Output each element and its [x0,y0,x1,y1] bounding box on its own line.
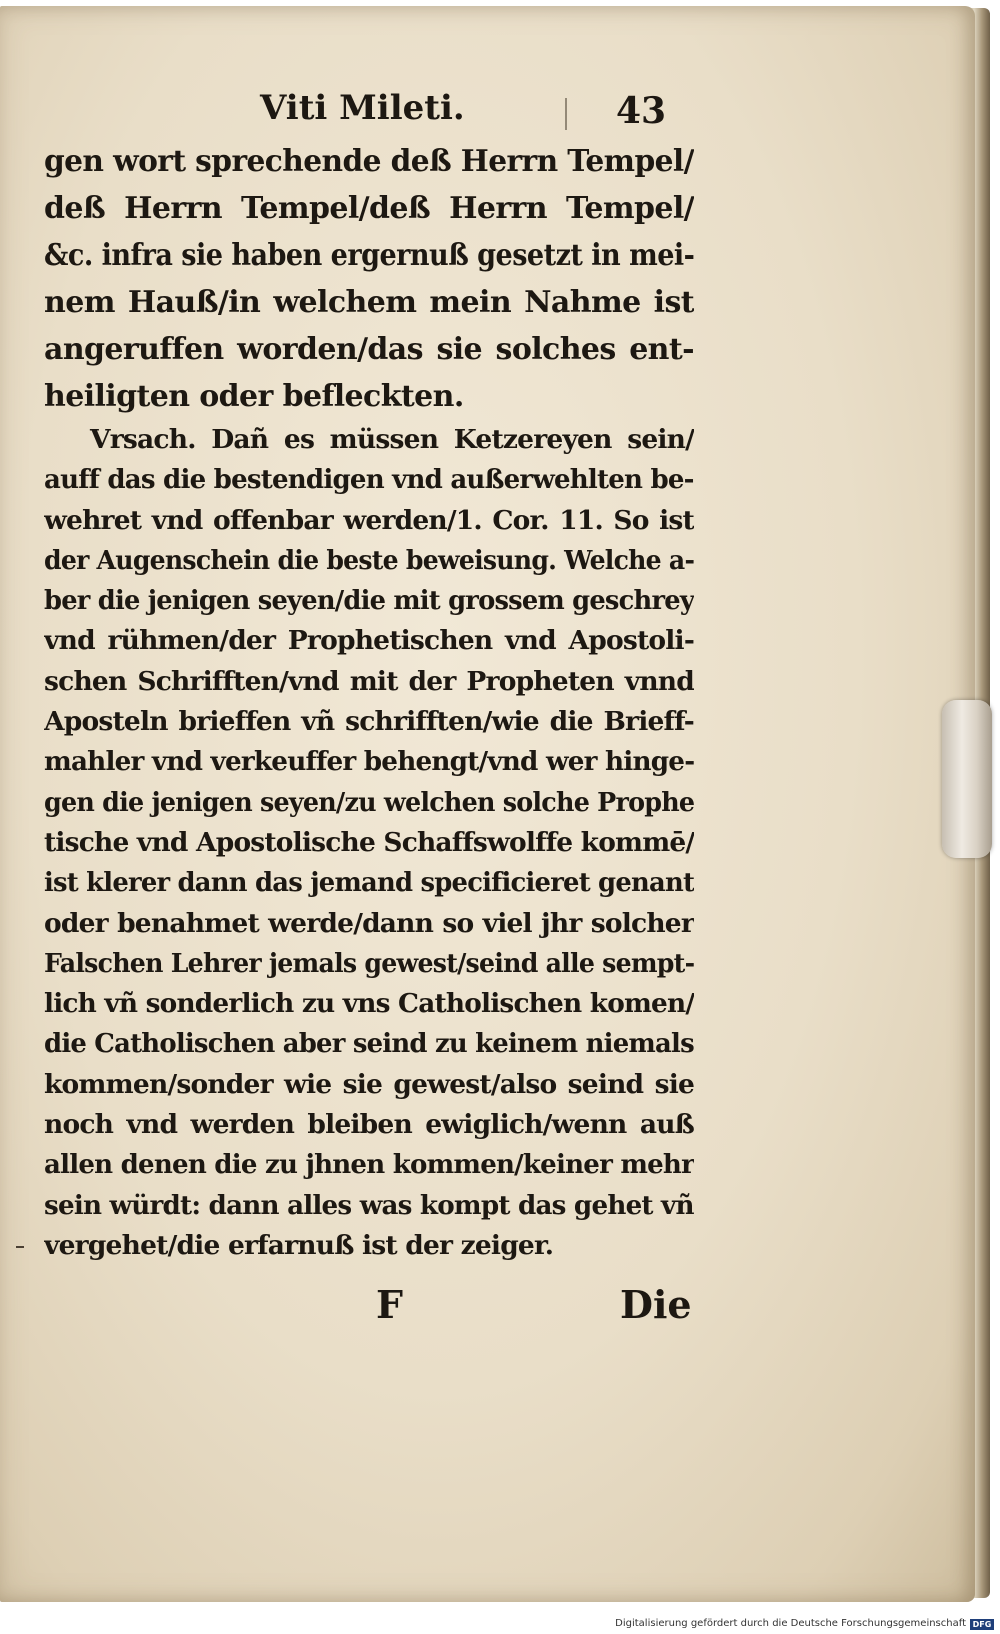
text-line: der Augenschein die beste beweisung. Welche a- [44,544,694,576]
text-line: angeruffen worden/das sie solches ent- [44,332,694,367]
text-line: ber die jenigen seyen/die mit grossem geschrey [44,585,694,617]
dfg-logo-icon: DFG [970,1619,994,1630]
text-line: ist klerer dann das jemand specificieret genant [44,867,694,899]
book-clasp [942,700,992,858]
text-line: &c. infra sie haben ergernuß gesetzt in mei- [44,238,694,273]
paragraph-1 [44,138,694,420]
text-line: allen denen die zu jhnen kommen/keiner mehr [44,1149,694,1181]
paragraph-2 [44,420,694,1266]
margin-mark [16,1246,24,1248]
text-line: tische vnd Apostolische Schaffswolffe kommē/ [44,826,694,858]
text-line: auff das die bestendigen vnd außerwehlten be- [44,464,694,496]
text-line: die Catholischen aber seind zu keinem niemals [44,1028,694,1060]
catchword: Die [620,1282,692,1327]
text-line: wehret vnd offenbar werden/1. Cor. 11. So ist [44,504,694,536]
book-page [0,6,975,1602]
text-line: mahler vnd verkeuffer behengt/vnd wer hinge- [44,746,694,778]
head-mark [565,98,567,130]
text-line: oder benahmet werde/dann so viel jhr solcher [44,907,694,939]
page-number: 43 [616,90,667,132]
text-line: nem Hauß/in welchem mein Nahme ist [44,285,694,320]
footer-credit: Digitalisierung gefördert durch die Deutsche Forschungsgemeinschaft [615,1618,966,1629]
text-line: vnd rühmen/der Prophetischen vnd Apostoli- [44,625,694,657]
text-line: gen die jenigen seyen/zu welchen solche Prophe [44,786,694,818]
signature-mark: F [376,1282,403,1327]
text-line: Vrsach. Dañ es müssen Ketzereyen sein/ [90,424,694,455]
text-line: lich vñ sonderlich zu vns Catholischen komen/ [44,988,694,1020]
text-line: kommen/sonder wie sie gewest/also seind sie [44,1068,694,1100]
text-line: schen Schrifften/vnd mit der Propheten vnnd [44,665,694,697]
text-line: Falschen Lehrer jemals gewest/seind alle sempt- [44,947,694,979]
running-head: Viti Mileti. [260,88,465,128]
text-line: noch vnd werden bleiben ewiglich/wenn auß [44,1109,694,1141]
text-line: heiligten oder befleckten. [44,379,464,414]
text-line: gen wort sprechende deß Herrn Tempel/ [44,144,694,179]
text-line: deß Herrn Tempel/deß Herrn Tempel/ [44,191,694,226]
text-line: sein würdt: dann alles was kompt das gehet vñ [44,1189,694,1221]
text-line: vergehet/die erfarnuß ist der zeiger. [44,1229,554,1261]
text-line: Aposteln brieffen vñ schrifften/wie die Brieff- [44,706,694,738]
